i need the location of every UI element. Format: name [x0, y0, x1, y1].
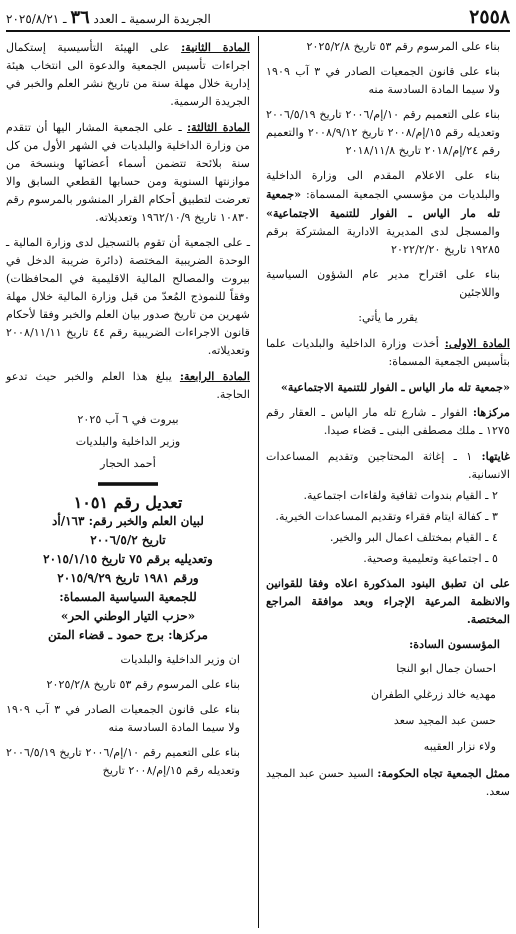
founders-list	[266, 660, 510, 756]
amend-basis-circular: بناء على التعميم رقم ١٠/إم/٢٠٠٦ تاريخ ٢٠٠٦/٥/١٩ وتعديله رقم ١٥/إم/٢٠٠٨ تاريخ	[6, 746, 240, 777]
condition-clause: على ان تطبق البنود المذكورة اعلاه وفقا للقوانين والانظمة المرعية الإجراء وبعد موافقة المراجع المختصة.	[266, 576, 510, 626]
goals-first: ١ ـ إغاثة المحتاجين وتقديم المساعدات الانسانية.	[266, 450, 510, 481]
signature-block	[6, 411, 250, 473]
basis-proposal: بناء على اقتراح مدير عام الشؤون السياسية واللاجئين	[266, 268, 500, 299]
issue-date: ـ ٢٠٢٥/٨/٢١	[6, 11, 67, 26]
page-number: ٢٥٥٨	[469, 6, 510, 28]
article-3-text: ـ على الجمعية المشار اليها أن تتقدم من وزارة الداخلية والبلديات في الشهر الأول من كل سنة بلائحة تتضمن أسماء أعضائها وبنسخة من موازنتها السنوية ومن حسابها القطعي السابق والا تعرضت لتطبيق أحكام القرار المنشور بالمرسوم رقم ١٠٨٣٠ تاريخ ١٩٦٢/١٠/٩ وتعديلاته.	[6, 121, 250, 224]
association-name: «جمعية تله مار الياس ـ الفوار للتنمية الاجتماعية»	[280, 380, 510, 394]
article-2-label: المادة الثانية:	[181, 40, 250, 54]
article-4-label: المادة الرابعة:	[179, 369, 250, 383]
article-3-label: المادة الثالثة:	[186, 120, 250, 134]
gazette-title	[6, 7, 211, 28]
notification-text: بناء على الاعلام المقدم الى وزارة الداخلية والبلديات من مؤسسي الجمعية المسماة:	[266, 169, 500, 201]
amendment-party-name: «حزب التيار الوطني الحر»	[60, 609, 196, 623]
right-column	[266, 38, 510, 808]
signature-title: وزير الداخلية والبلديات	[75, 435, 181, 448]
goals-list	[266, 487, 510, 568]
gazette-name: الجريدة الرسمية ـ العدد	[93, 11, 211, 26]
list-item: ٤ ـ القيام بمختلف اعمال البر والخير.	[329, 531, 498, 544]
column-divider	[258, 36, 259, 928]
page-header	[6, 4, 510, 32]
article-4-text: يبلغ هذا العلم والخبر حيث تدعو الحاجة.	[6, 370, 250, 401]
headquarters	[266, 403, 510, 440]
signature-name: أحمد الحجار	[100, 457, 156, 470]
amendment-reference: لبيان العلم والخبر رقم: ١٦٣/أد	[52, 514, 204, 528]
rep-text: السيد حسن عبد المجيد سعد.	[266, 767, 510, 798]
amendment-number: تعديل رقم ١٠٥١	[73, 493, 183, 512]
amendment-heading	[6, 493, 250, 645]
basis-circular: بناء على التعميم رقم ١٠/إم/٢٠٠٦ تاريخ ٢٠٠٦/٥/١٩ وتعديله رقم ١٥/إم/٢٠٠٨ تاريخ ٢٠٠٨/٩/١٢ والتعميم رقم ٢٤/إم/٢٠١٨ تاريخ ٢٠١٨/١١/٨	[266, 108, 500, 157]
goals	[266, 447, 510, 484]
government-representative	[266, 764, 510, 801]
article-4	[6, 367, 250, 404]
article-2-text: على الهيئة التأسيسية إستكمال اجراءات تأسيس الجمعية والدعوة الى انتخاب هيئة إدارية خلال مهلة سنة من تاريخ نشر العلم والخبر في الجريدة الرسمية.	[6, 41, 250, 108]
article-1	[266, 334, 510, 371]
notification-registration: والمسجل لدى المديرية الادارية المشتركة برقم ١٩٢٨٥ تاريخ ٢٠٢٢/٢/٢٠	[266, 225, 500, 256]
article-2	[6, 38, 250, 111]
decides-heading: يقرر ما يأتي:	[358, 311, 418, 324]
hq-label: مركزها:	[472, 405, 510, 419]
list-item: ولاء نزار العقيبه	[423, 740, 496, 753]
list-item: ٢ ـ القيام بندوات ثقافية ولقاءات اجتماعية.	[303, 489, 498, 502]
amend-basis-law: بناء على قانون الجمعيات الصادر في ٣ آب ١٩٠٩ ولا سيما المادة السادسة منه	[6, 703, 240, 734]
left-column	[6, 38, 250, 787]
amendment-assoc-type: للجمعية السياسية المسماة:	[59, 590, 197, 604]
article-1-text: أخذت وزارة الداخلية والبلديات علما بتأسيس الجمعية المسماة:	[266, 337, 510, 368]
minister-line: ان وزير الداخلية والبلديات	[120, 653, 240, 666]
notification-assoc-name: «جمعية تله مار الياس ـ الفوار للتنمية الاجتماعية»	[266, 187, 500, 220]
section-separator	[98, 482, 158, 486]
amendment-revision-2: ورقم ١٩٨١ تاريخ ٢٠١٥/٩/٢٩	[57, 571, 199, 585]
list-item: مهديه خالد زرغلي الطفران	[371, 688, 496, 701]
amendment-headquarters: مركزها: برج حمود ـ قضاء المتن	[48, 628, 208, 642]
amendment-revision-1: وتعديليه برقم ٧٥ تاريخ ٢٠١٥/١/١٥	[43, 552, 213, 566]
basis-decree: بناء على المرسوم رقم ٥٣ تاريخ ٢٠٢٥/٢/٨	[306, 40, 500, 53]
article-1-label: المادة الاولى:	[444, 336, 510, 350]
article-3	[6, 118, 250, 227]
amendment-date: تاريخ ٢٠٠٦/٥/٢	[90, 533, 166, 547]
basis-law: بناء على قانون الجمعيات الصادر في ٣ آب ١٩٠٩ ولا سيما المادة السادسة منه	[266, 65, 500, 96]
founders-label: المؤسسون السادة:	[409, 637, 500, 651]
list-item: ٥ ـ اجتماعية وتعليمية وصحية.	[363, 552, 498, 565]
amend-basis-decree: بناء على المرسوم رقم ٥٣ تاريخ ٢٠٢٥/٢/٨	[46, 678, 240, 691]
signature-place-date: بيروت في ٦ آب ٢٠٢٥	[77, 413, 179, 426]
rep-label: ممثل الجمعية تجاه الحكومة:	[377, 766, 510, 780]
list-item: احسان جمال ابو النجا	[396, 662, 496, 675]
article-3-tax: ـ على الجمعية أن تقوم بالتسجيل لدى وزارة المالية ـ الوحدة الضريبية المختصة (دائرة ضريبة الدخل في بيروت والمصالح المالية الاقليمية في المحافظات) وفقاً للنموذج المُعدّ من قبل وزارة المالية خلال مهلة شهرين من تاريخ صدور بيان العلم والخبر وفقا لأحكام قانون الاجراءات الضريبية رقم ٤٤ تاريخ ٢٠٠٨/١١/١١ وتعديلاته.	[6, 236, 250, 357]
basis-notification	[266, 167, 510, 259]
goals-label: غايتها:	[481, 449, 510, 463]
hq-text: الفوار ـ شارع تله مار الياس ـ العقار رقم ١٢٧٥ ـ ملك مصطفى البنى ـ قضاء صيدا.	[266, 406, 510, 437]
list-item: ٣ ـ كفالة ايتام فقراء وتقديم المساعدات الخيرية.	[275, 510, 498, 523]
list-item: حسن عبد المجيد سعد	[393, 714, 496, 727]
issue-number: ٣٦	[70, 6, 90, 28]
